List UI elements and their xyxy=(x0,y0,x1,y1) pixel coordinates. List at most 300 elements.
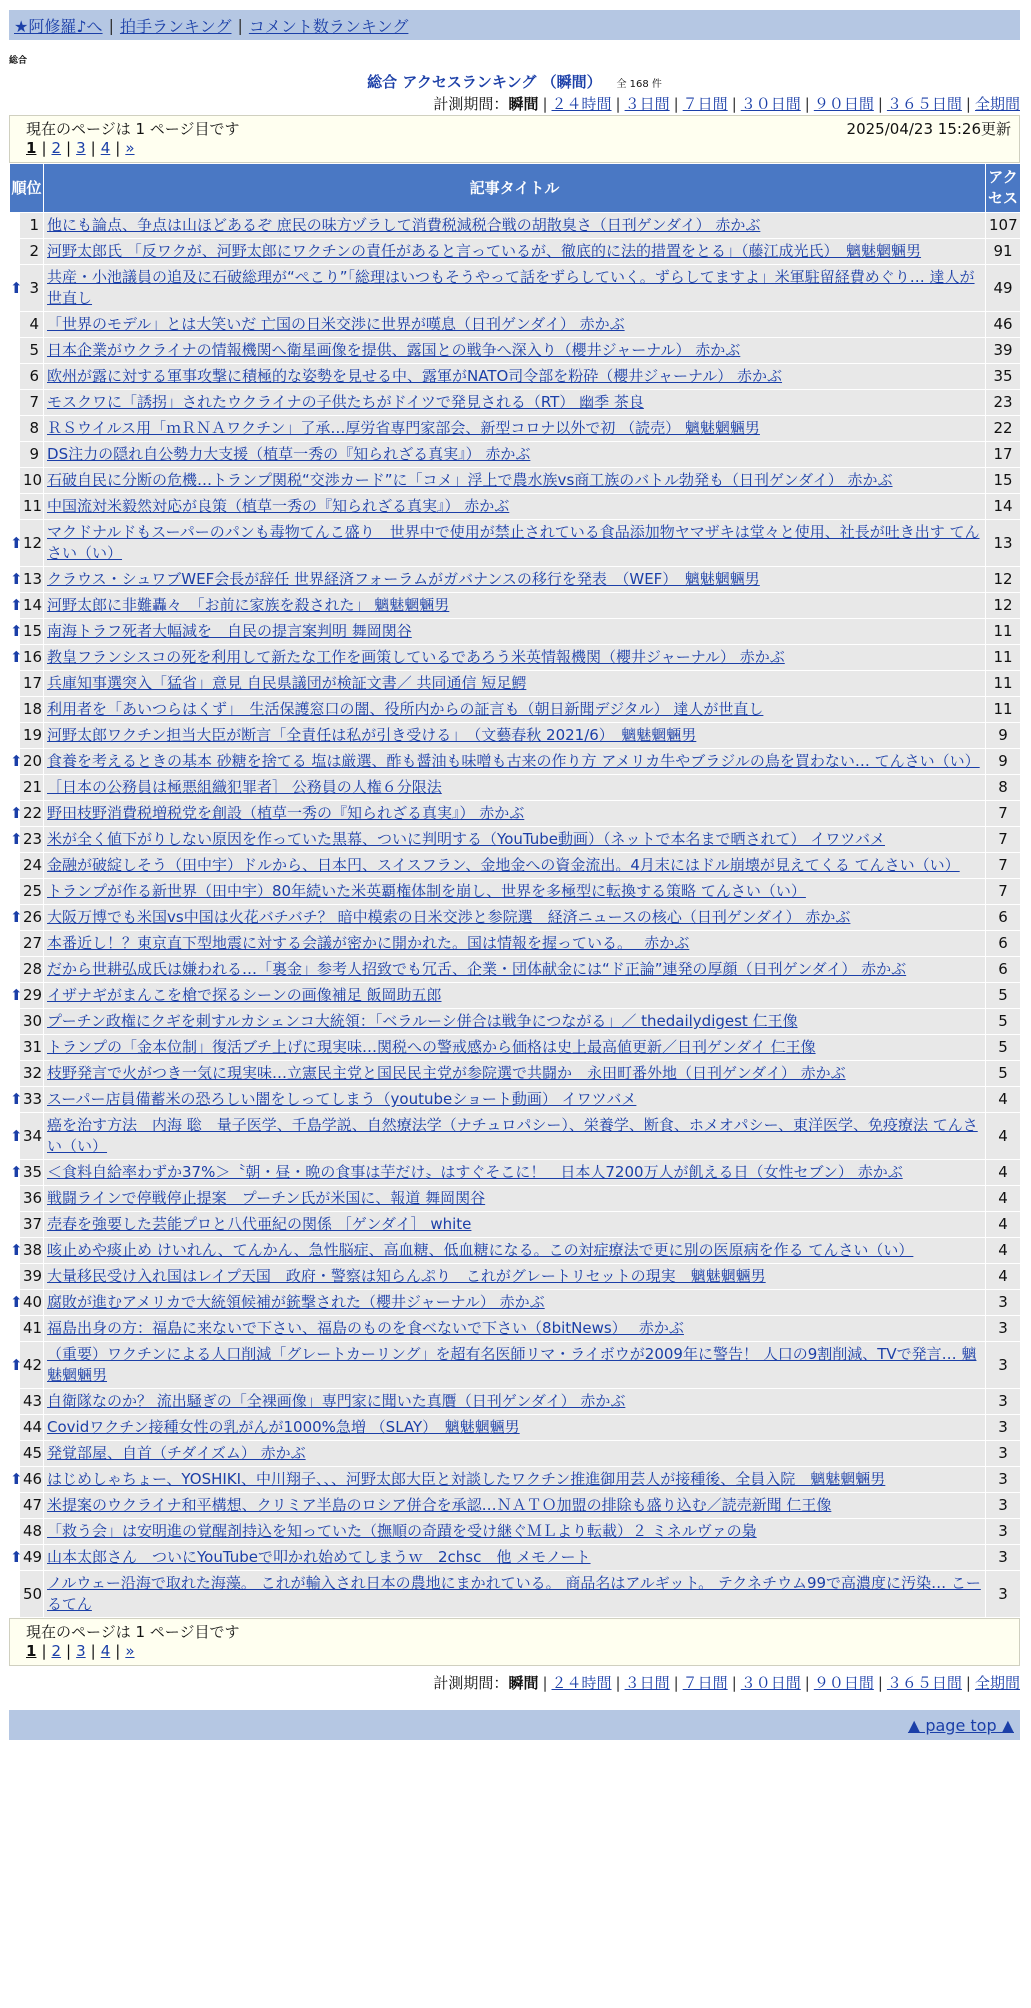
rank-number: 4 xyxy=(20,312,44,338)
table-row xyxy=(10,213,1021,239)
article-link[interactable]: 欧州が露に対する軍事攻撃に積極的な姿勢を見せる中、露軍がNATO司令部を粉砕（櫻井ジャーナル） 赤かぶ xyxy=(47,367,783,385)
page-separator: | xyxy=(115,139,121,157)
title-cell xyxy=(44,520,986,567)
period-option[interactable]: 全期間 xyxy=(974,95,1020,113)
title-cell xyxy=(44,1316,986,1342)
period-option: 瞬間 xyxy=(508,1674,539,1692)
trend-cell xyxy=(10,879,20,905)
trend-cell xyxy=(10,619,23,645)
article-link[interactable]: だから世耕弘成氏は嫌われる…「裏金」参考人招致でも冗舌、企業・団体献金には“ド正論”連発の厚顔（日刊ゲンダイ） 赤かぶ xyxy=(47,960,907,978)
article-link[interactable]: 米提案のウクライナ和平構想、クリミア半島のロシア併合を承認…ＮＡＴＯ加盟の排除も盛り込む／読売新聞 仁王像 xyxy=(47,1496,832,1514)
access-count: 3 xyxy=(986,1571,1021,1618)
trend-cell xyxy=(10,1238,23,1264)
article-link[interactable]: 「世界のモデル」とは大笑いだ 亡国の日米交渉に世界が嘆息（日刊ゲンダイ） 赤かぶ xyxy=(47,315,625,333)
trend-cell xyxy=(10,645,23,671)
title-cell xyxy=(44,619,986,645)
trend-cell xyxy=(10,520,23,567)
rank-number: 14 xyxy=(20,593,44,619)
trend-cell xyxy=(10,312,20,338)
up-arrow-icon: ⬆ xyxy=(10,1163,23,1181)
article-link[interactable]: Covidワクチン接種女性の乳がんが1000%急増 （SLAY） 魑魅魍魎男 xyxy=(47,1418,520,1436)
article-link[interactable]: 野田枝野消費税増税党を創設（植草一秀の『知られざる真実』） 赤かぶ xyxy=(47,804,525,822)
trend-cell xyxy=(10,1290,23,1316)
access-count: 5 xyxy=(986,983,1021,1009)
rank-number: 27 xyxy=(20,931,44,957)
period-option[interactable]: 全期間 xyxy=(974,1674,1020,1692)
trend-cell xyxy=(10,213,20,239)
title-cell xyxy=(44,1087,986,1113)
access-count: 4 xyxy=(986,1212,1021,1238)
access-count: 4 xyxy=(986,1186,1021,1212)
pagination-box-bottom xyxy=(9,1618,1020,1666)
rank-number: 46 xyxy=(20,1467,44,1493)
article-link[interactable]: モスクワに「誘拐」されたウクライナの子供たちがドイツで発見される（RT） 幽季 茶良 xyxy=(47,393,644,411)
access-count: 5 xyxy=(986,1009,1021,1035)
table-row xyxy=(10,1415,1021,1441)
article-link[interactable]: スーパー店員備蓄米の恐ろしい闇をしってしまう（youtubeショート動画） イワツバメ xyxy=(47,1090,637,1108)
table-row xyxy=(10,931,1021,957)
page-link[interactable]: 3 xyxy=(76,1642,86,1660)
article-link[interactable]: 山本太郎さん ついにYouTubeで叩かれ始めてしまうｗ 2chsc 他 メモノート xyxy=(47,1548,591,1566)
access-count: 11 xyxy=(986,619,1021,645)
access-count: 7 xyxy=(986,801,1021,827)
period-option[interactable]: ７日間 xyxy=(682,95,728,113)
table-row xyxy=(10,1342,1021,1389)
rank-number: 22 xyxy=(20,801,44,827)
table-row xyxy=(10,1061,1021,1087)
trend-cell xyxy=(10,416,20,442)
table-row xyxy=(10,1113,1021,1160)
title-cell xyxy=(44,671,986,697)
trend-cell xyxy=(10,749,23,775)
trend-cell xyxy=(10,567,23,593)
table-row xyxy=(10,1264,1021,1290)
table-row xyxy=(10,749,1021,775)
rank-number: 25 xyxy=(20,879,44,905)
title-cell xyxy=(44,1342,986,1389)
title-cell xyxy=(44,879,986,905)
table-row xyxy=(10,1571,1021,1618)
article-link[interactable]: イザナギがまんこを槍で探るシーンの画像補足 飯岡助五郎 xyxy=(47,986,442,1004)
period-separator: | xyxy=(877,95,883,113)
article-link[interactable]: トランプが作る新世界（田中宇）80年続いた米英覇権体制を崩し、世界を多極型に転換する策略 てんさい（い） xyxy=(47,882,806,900)
category-label: 総合 xyxy=(9,56,28,66)
article-link[interactable]: 大量移民受け入れ国はレイプ天国 政府・警察は知らんぷり これがグレートリセットの現実 魑魅魍魎男 xyxy=(47,1267,766,1285)
table-row xyxy=(10,1035,1021,1061)
title-cell xyxy=(44,1264,986,1290)
trend-cell xyxy=(10,905,23,931)
access-count: 5 xyxy=(986,1061,1021,1087)
access-count: 11 xyxy=(986,697,1021,723)
applause-ranking-link[interactable]: 拍手ランキング xyxy=(119,16,232,36)
rank-number: 44 xyxy=(20,1415,44,1441)
next-page-link[interactable]: » xyxy=(125,139,135,157)
rank-number: 34 xyxy=(20,1113,44,1160)
article-link[interactable]: ［日本の公務員は極悪組織犯罪者］ 公務員の人権６分限法 xyxy=(47,778,442,796)
table-row xyxy=(10,494,1021,520)
up-arrow-icon: ⬆ xyxy=(10,804,23,822)
total-count: 全 168 件 xyxy=(616,79,662,90)
up-arrow-icon: ⬆ xyxy=(10,533,23,552)
article-link[interactable]: プーチン政権にクギを刺すルカシェンコ大統領：「ベラルーシ併合は戦争につながる」／ thedailydigest 仁王像 xyxy=(47,1012,798,1030)
rank-number: 13 xyxy=(20,567,44,593)
title-cell xyxy=(44,853,986,879)
up-arrow-icon: ⬆ xyxy=(10,986,23,1004)
up-arrow-icon: ⬆ xyxy=(10,830,23,848)
article-link[interactable]: ＜食料自給率わずか37%＞〝朝・昼・晩の食事は芋だけ〟はすぐそこに！ 日本人7200万人が飢える日（女性セブン） 赤かぶ xyxy=(47,1163,903,1181)
article-link[interactable]: 他にも論点、争点は山ほどあるぞ 庶民の味方ヅラして消費税減税合戦の胡散臭さ（日刊ゲンダイ） 赤かぶ xyxy=(47,216,761,234)
article-link[interactable]: はじめしゃちょー、YOSHIKI、中川翔子、、、河野太郎大臣と対談したワクチン推進御用芸人が接種後、全員入院 魑魅魍魎男 xyxy=(47,1470,886,1488)
table-row xyxy=(10,468,1021,494)
article-link[interactable]: 戦闘ラインで停戦停止提案 プーチン氏が米国に、報道 舞岡関谷 xyxy=(47,1189,486,1207)
page-separator: | xyxy=(41,139,47,157)
trend-cell xyxy=(10,1342,23,1389)
trend-cell xyxy=(10,1087,23,1113)
title-cell xyxy=(44,1160,986,1186)
article-link[interactable]: 咳止めや痰止め けいれん、てんかん、急性脳症、高血糖、低血糖になる。この対症療法で更に別の医原病を作る てんさい（い） xyxy=(47,1241,914,1259)
rank-number: 28 xyxy=(20,957,44,983)
page-link[interactable]: 2 xyxy=(51,139,62,157)
title-cell xyxy=(44,1212,986,1238)
up-arrow-icon: ⬆ xyxy=(10,1470,23,1488)
trend-cell xyxy=(10,853,20,879)
trend-cell xyxy=(10,338,20,364)
title-cell xyxy=(44,1009,986,1035)
table-row xyxy=(10,416,1021,442)
page-link[interactable]: 1 xyxy=(26,1642,37,1660)
rank-number: 39 xyxy=(20,1264,44,1290)
title-cell xyxy=(44,1441,986,1467)
access-count: 7 xyxy=(986,879,1021,905)
article-link[interactable]: 日本企業がウクライナの情報機関へ衛星画像を提供、露国との戦争へ深入り（櫻井ジャーナル） 赤かぶ xyxy=(47,341,741,359)
article-link[interactable]: 兵庫知事選突入「猛省」意見 自民県議団が検証文書／ 共同通信 短足鰐 xyxy=(47,674,527,692)
trend-cell xyxy=(10,1467,23,1493)
rank-number: 41 xyxy=(20,1316,44,1342)
title-cell xyxy=(44,1415,986,1441)
period-separator: | xyxy=(673,95,679,113)
article-link[interactable]: 教皇フランシスコの死を利用して新たな工作を画策しているであろう米英情報機関（櫻井ジャーナル） 赤かぶ xyxy=(47,648,785,666)
rank-number: 48 xyxy=(20,1519,44,1545)
title-cell xyxy=(44,1519,986,1545)
home-link[interactable]: ★阿修羅♪へ xyxy=(14,16,103,36)
period-label: 計測期間： xyxy=(433,1674,509,1692)
access-count: 6 xyxy=(986,957,1021,983)
rank-number: 29 xyxy=(20,983,44,1009)
article-link[interactable]: 大阪万博でも米国vs中国は火花バチバチ？ 暗中模索の日米交渉と参院選 経済ニュースの核心（日刊ゲンダイ） 赤かぶ xyxy=(47,908,851,926)
period-option[interactable]: ３６５日間 xyxy=(886,95,962,113)
access-count: 7 xyxy=(986,827,1021,853)
article-link[interactable]: トランプの「金本位制」復活ブチ上げに現実味…関税への警戒感から価格は史上最高値更新／日刊ゲンダイ 仁王像 xyxy=(47,1038,816,1056)
page-separator: | xyxy=(90,1642,96,1660)
article-link[interactable]: 河野太郎ワクチン担当大臣が断言「全責任は私が引き受ける」 （文藝春秋 2021/6） 魑魅魍魎男 xyxy=(47,726,697,744)
trend-cell xyxy=(10,265,23,312)
rank-number: 1 xyxy=(20,213,44,239)
period-option[interactable]: ９０日間 xyxy=(813,95,874,113)
up-arrow-icon: ⬆ xyxy=(10,278,23,297)
page-links xyxy=(26,139,1011,160)
table-row xyxy=(10,1441,1021,1467)
article-link[interactable]: 南海トラフ死者大幅減を 自民の提言案判明 舞岡関谷 xyxy=(47,622,412,640)
table-row xyxy=(10,1290,1021,1316)
access-count: 3 xyxy=(986,1545,1021,1571)
title-cell xyxy=(44,390,986,416)
trend-cell xyxy=(10,468,20,494)
trend-cell xyxy=(10,1415,20,1441)
access-count: 107 xyxy=(986,213,1021,239)
title-cell xyxy=(44,827,986,853)
table-row xyxy=(10,442,1021,468)
page-top-link[interactable]: ▲ page top ▲ xyxy=(907,1715,1014,1735)
period-option[interactable]: ３日間 xyxy=(624,95,670,113)
rank-number: 38 xyxy=(20,1238,44,1264)
article-link[interactable]: 発覚部屋、自首（チダイズム） 赤かぶ xyxy=(47,1444,306,1462)
article-link[interactable]: 福島出身の方：福島に来ないで下さい、福島のものを食べないで下さい（8bitNews） 赤かぶ xyxy=(47,1319,684,1337)
article-link[interactable]: 「救う会」は安明進の覚醒剤持込を知っていた（撫順の奇蹟を受け継ぐＭＬより転載）２ ミネルヴァの梟 xyxy=(47,1522,757,1540)
title-cell xyxy=(44,983,986,1009)
access-count: 4 xyxy=(986,1113,1021,1160)
pagination-box xyxy=(9,115,1020,163)
title-cell xyxy=(44,364,986,390)
period-option: 瞬間 xyxy=(508,95,539,113)
access-count: 3 xyxy=(986,1467,1021,1493)
trend-cell xyxy=(10,1571,20,1618)
table-row xyxy=(10,879,1021,905)
page-separator: | xyxy=(41,1642,47,1660)
title-cell xyxy=(44,1389,986,1415)
page-separator: | xyxy=(115,1642,121,1660)
page-link[interactable]: 2 xyxy=(51,1642,62,1660)
access-count: 3 xyxy=(986,1290,1021,1316)
article-link[interactable]: ノルウェー沿海で取れた海藻。 これが輸入され日本の農地にまかれている。 商品名はアルギット。 テクネチウム99で高濃度に汚染… こーるてん xyxy=(47,1574,981,1613)
article-link[interactable]: 売春を強要した芸能プロと八代亜紀の関係 ［ゲンダイ］ white xyxy=(47,1215,472,1233)
trend-cell xyxy=(10,697,20,723)
rank-number: 19 xyxy=(20,723,44,749)
title-cell xyxy=(44,213,986,239)
ranking-title-row xyxy=(9,71,1020,93)
period-option[interactable]: ９０日間 xyxy=(813,1674,874,1692)
article-link[interactable]: ＲＳウイルス用「ｍＲＮＡワクチン」了承…厚労省専門家部会、新型コロナ以外で初 （読売） 魑魅魍魎男 xyxy=(47,419,760,437)
page-separator: | xyxy=(66,139,72,157)
trend-cell xyxy=(10,775,20,801)
rank-header: 順位 xyxy=(10,164,44,213)
article-link[interactable]: 中国流対米毅然対応が良策（植草一秀の『知られざる真実』） 赤かぶ xyxy=(47,497,510,515)
period-separator: | xyxy=(731,95,737,113)
period-separator: | xyxy=(615,95,621,113)
rank-number: 2 xyxy=(20,239,44,265)
access-count: 4 xyxy=(986,1264,1021,1290)
table-row xyxy=(10,338,1021,364)
trend-cell xyxy=(10,723,20,749)
title-cell xyxy=(44,1113,986,1160)
table-header xyxy=(10,164,1021,213)
table-row xyxy=(10,390,1021,416)
rank-number: 11 xyxy=(20,494,44,520)
period-option[interactable]: ３０日間 xyxy=(740,95,801,113)
title-cell xyxy=(44,775,986,801)
title-cell xyxy=(44,645,986,671)
updated-timestamp: 2025/04/23 15:26更新 xyxy=(846,120,1011,138)
rank-number: 23 xyxy=(20,827,44,853)
title-header: 記事タイトル xyxy=(44,164,986,213)
access-count: 46 xyxy=(986,312,1021,338)
page-links xyxy=(26,1642,1011,1663)
access-count: 11 xyxy=(986,645,1021,671)
article-link[interactable]: 本番近し！？東京直下型地震に対する会議が密かに開かれた。国は情報を握っている。 赤かぶ xyxy=(47,934,690,952)
rank-number: 30 xyxy=(20,1009,44,1035)
trend-cell xyxy=(10,1186,20,1212)
title-cell xyxy=(44,1571,986,1618)
table-row xyxy=(10,239,1021,265)
access-count: 6 xyxy=(986,905,1021,931)
title-cell xyxy=(44,1186,986,1212)
trend-cell xyxy=(10,1160,23,1186)
article-link[interactable]: 腐敗が進むアメリカで大統領候補が銃撃された（櫻井ジャーナル） 赤かぶ xyxy=(47,1293,545,1311)
title-cell xyxy=(44,1238,986,1264)
access-count: 3 xyxy=(986,1342,1021,1389)
title-cell xyxy=(44,801,986,827)
article-link[interactable]: （重要）ワクチンによる人口削減「グレートカーリング」を超有名医師リマ・ライボウが2009年に警告！ 人口の9割削減、TVで発言… 魑魅魍魎男 xyxy=(47,1345,977,1384)
access-count: 6 xyxy=(986,931,1021,957)
up-arrow-icon: ⬆ xyxy=(10,908,23,926)
access-count: 3 xyxy=(986,1441,1021,1467)
page-title: 総合 アクセスランキング （瞬間） xyxy=(367,73,602,91)
period-separator: | xyxy=(804,1674,810,1692)
rank-number: 24 xyxy=(20,853,44,879)
rank-number: 6 xyxy=(20,364,44,390)
access-count: 15 xyxy=(986,468,1021,494)
page-separator: | xyxy=(66,1642,72,1660)
article-link[interactable]: 自衛隊なのか？ 流出騒ぎの「全裸画像」専門家に聞いた真贋（日刊ゲンダイ） 赤かぶ xyxy=(47,1392,626,1410)
period-option[interactable]: ３０日間 xyxy=(740,1674,801,1692)
up-arrow-icon: ⬆ xyxy=(10,648,23,666)
rank-number: 18 xyxy=(20,697,44,723)
page-link[interactable]: 3 xyxy=(76,139,86,157)
title-cell xyxy=(44,312,986,338)
table-row xyxy=(10,1467,1021,1493)
article-link[interactable]: 石破自民に分断の危機…トランプ関税“交渉カード”に「コメ」浮上で農水族vs商工族のバトル勃発も（日刊ゲンダイ） 赤かぶ xyxy=(47,471,893,489)
title-cell xyxy=(44,1035,986,1061)
article-link[interactable]: 共産・小池議員の追及に石破総理が“ぺこり”「総理はいつもそうやって話をずらしていく。ずらしてますよ」米軍駐留経費めぐり… 達人が世直し xyxy=(47,268,975,307)
title-cell xyxy=(44,957,986,983)
title-cell xyxy=(44,416,986,442)
up-arrow-icon: ⬆ xyxy=(10,1355,23,1374)
title-cell xyxy=(44,468,986,494)
current-page-text: 現在のページは 1 ページ目です xyxy=(26,120,240,138)
article-link[interactable]: マクドナルドもスーパーのパンも毒物てんこ盛り 世界中で使用が禁止されている食品添加物ヤマザキは堂々と使用、社長が吐き出す てんさい（い） xyxy=(47,523,980,562)
next-page-link[interactable]: » xyxy=(125,1642,135,1660)
title-cell xyxy=(44,442,986,468)
article-link[interactable]: 金融が破綻しそう（田中宇）ドルから、日本円、スイスフラン、金地金への資金流出。4月末にはドル崩壊が見えてくる てんさい（い） xyxy=(47,856,960,874)
article-link[interactable]: 米が全く値下がりしない原因を作っていた黒幕、ついに判明する（YouTube動画）（ネットで本名まで晒されて） イワツバメ xyxy=(47,830,885,848)
rank-number: 26 xyxy=(20,905,44,931)
title-cell xyxy=(44,749,986,775)
up-arrow-icon: ⬆ xyxy=(10,596,23,614)
article-link[interactable]: 枝野発言で火がつき一気に現実味…立憲民主党と国民民主党が参院選で共闘か 永田町番外地（日刊ゲンダイ） 赤かぶ xyxy=(47,1064,846,1082)
nav-separator: | xyxy=(237,15,243,35)
article-link[interactable]: 利用者を「あいつらはくず」 生活保護窓口の闇、役所内からの証言も（朝日新聞デジタル） 達人が世直し xyxy=(47,700,764,718)
comment-ranking-link[interactable]: コメント数ランキング xyxy=(248,16,409,36)
period-separator: | xyxy=(965,1674,971,1692)
access-count: 35 xyxy=(986,364,1021,390)
trend-cell xyxy=(10,1113,23,1160)
table-row xyxy=(10,265,1021,312)
period-option[interactable]: ７日間 xyxy=(682,1674,728,1692)
access-count: 8 xyxy=(986,775,1021,801)
rank-number: 50 xyxy=(20,1571,44,1618)
nav-separator: | xyxy=(108,15,114,35)
period-option[interactable]: ３６５日間 xyxy=(886,1674,962,1692)
trend-cell xyxy=(10,390,20,416)
title-cell xyxy=(44,697,986,723)
period-selector xyxy=(9,93,1020,115)
period-separator: | xyxy=(542,95,548,113)
rank-number: 42 xyxy=(20,1342,44,1389)
period-separator: | xyxy=(731,1674,737,1692)
period-separator: | xyxy=(804,95,810,113)
page-link[interactable]: 4 xyxy=(100,1642,111,1660)
access-count: 3 xyxy=(986,1493,1021,1519)
rank-number: 7 xyxy=(20,390,44,416)
access-count: 7 xyxy=(986,853,1021,879)
article-link[interactable]: 河野太郎氏 「反ワクが、河野太郎にワクチンの責任があると言っているが、徹底的に法的措置をとる」（藤江成光氏） 魑魅魍魎男 xyxy=(47,242,922,260)
rank-number: 5 xyxy=(20,338,44,364)
up-arrow-icon: ⬆ xyxy=(10,1241,23,1259)
top-nav xyxy=(9,10,1020,40)
period-option[interactable]: ３日間 xyxy=(624,1674,670,1692)
page-link[interactable]: 4 xyxy=(100,139,111,157)
trend-cell xyxy=(10,1061,20,1087)
access-count: 9 xyxy=(986,749,1021,775)
period-option[interactable]: ２４時間 xyxy=(551,1674,612,1692)
article-link[interactable]: クラウス・シュワブWEF会長が辞任 世界経済フォーラムがガバナンスの移行を発表 （WEF） 魑魅魍魎男 xyxy=(47,570,760,588)
table-row xyxy=(10,619,1021,645)
article-link[interactable]: 食養を考えるときの基本 砂糖を捨てる 塩は厳選、酢も醤油も味噌も古来の作り方 アメリカ牛やブラジルの鳥を買わない… てんさい（い） xyxy=(47,752,980,770)
rank-number: 10 xyxy=(20,468,44,494)
trend-cell xyxy=(10,827,23,853)
rank-number: 40 xyxy=(20,1290,44,1316)
access-count: 91 xyxy=(986,239,1021,265)
access-count: 12 xyxy=(986,593,1021,619)
period-separator: | xyxy=(615,1674,621,1692)
table-row xyxy=(10,1519,1021,1545)
trend-cell xyxy=(10,1493,20,1519)
title-cell xyxy=(44,593,986,619)
table-row xyxy=(10,1389,1021,1415)
up-arrow-icon: ⬆ xyxy=(10,1090,23,1108)
rank-number: 47 xyxy=(20,1493,44,1519)
table-row xyxy=(10,1212,1021,1238)
article-link[interactable]: 癌を治す方法 内海 聡 量子医学、千島学説、自然療法学（ナチュロパシー）、栄養学、断食、ホメオパシー、東洋医学、免疫療法 てんさい（い） xyxy=(47,1116,978,1155)
title-cell xyxy=(44,905,986,931)
rank-number: 37 xyxy=(20,1212,44,1238)
trend-cell xyxy=(10,1519,20,1545)
title-cell xyxy=(44,239,986,265)
table-row xyxy=(10,1087,1021,1113)
current-page-text: 現在のページは 1 ページ目です xyxy=(26,1623,240,1641)
trend-cell xyxy=(10,983,23,1009)
access-count: 3 xyxy=(986,1519,1021,1545)
article-link[interactable]: 河野太郎に非難轟々 「お前に家族を殺された」 魑魅魍魎男 xyxy=(47,596,450,614)
period-option[interactable]: ２４時間 xyxy=(551,95,612,113)
table-row xyxy=(10,905,1021,931)
rank-number: 32 xyxy=(20,1061,44,1087)
page-link[interactable]: 1 xyxy=(26,139,37,157)
access-count: 12 xyxy=(986,567,1021,593)
trend-cell xyxy=(10,1035,20,1061)
trend-cell xyxy=(10,1316,20,1342)
access-count: 4 xyxy=(986,1087,1021,1113)
article-link[interactable]: DS注力の隠れ自公勢力大支援（植草一秀の『知られざる真実』） 赤かぶ xyxy=(47,445,531,463)
